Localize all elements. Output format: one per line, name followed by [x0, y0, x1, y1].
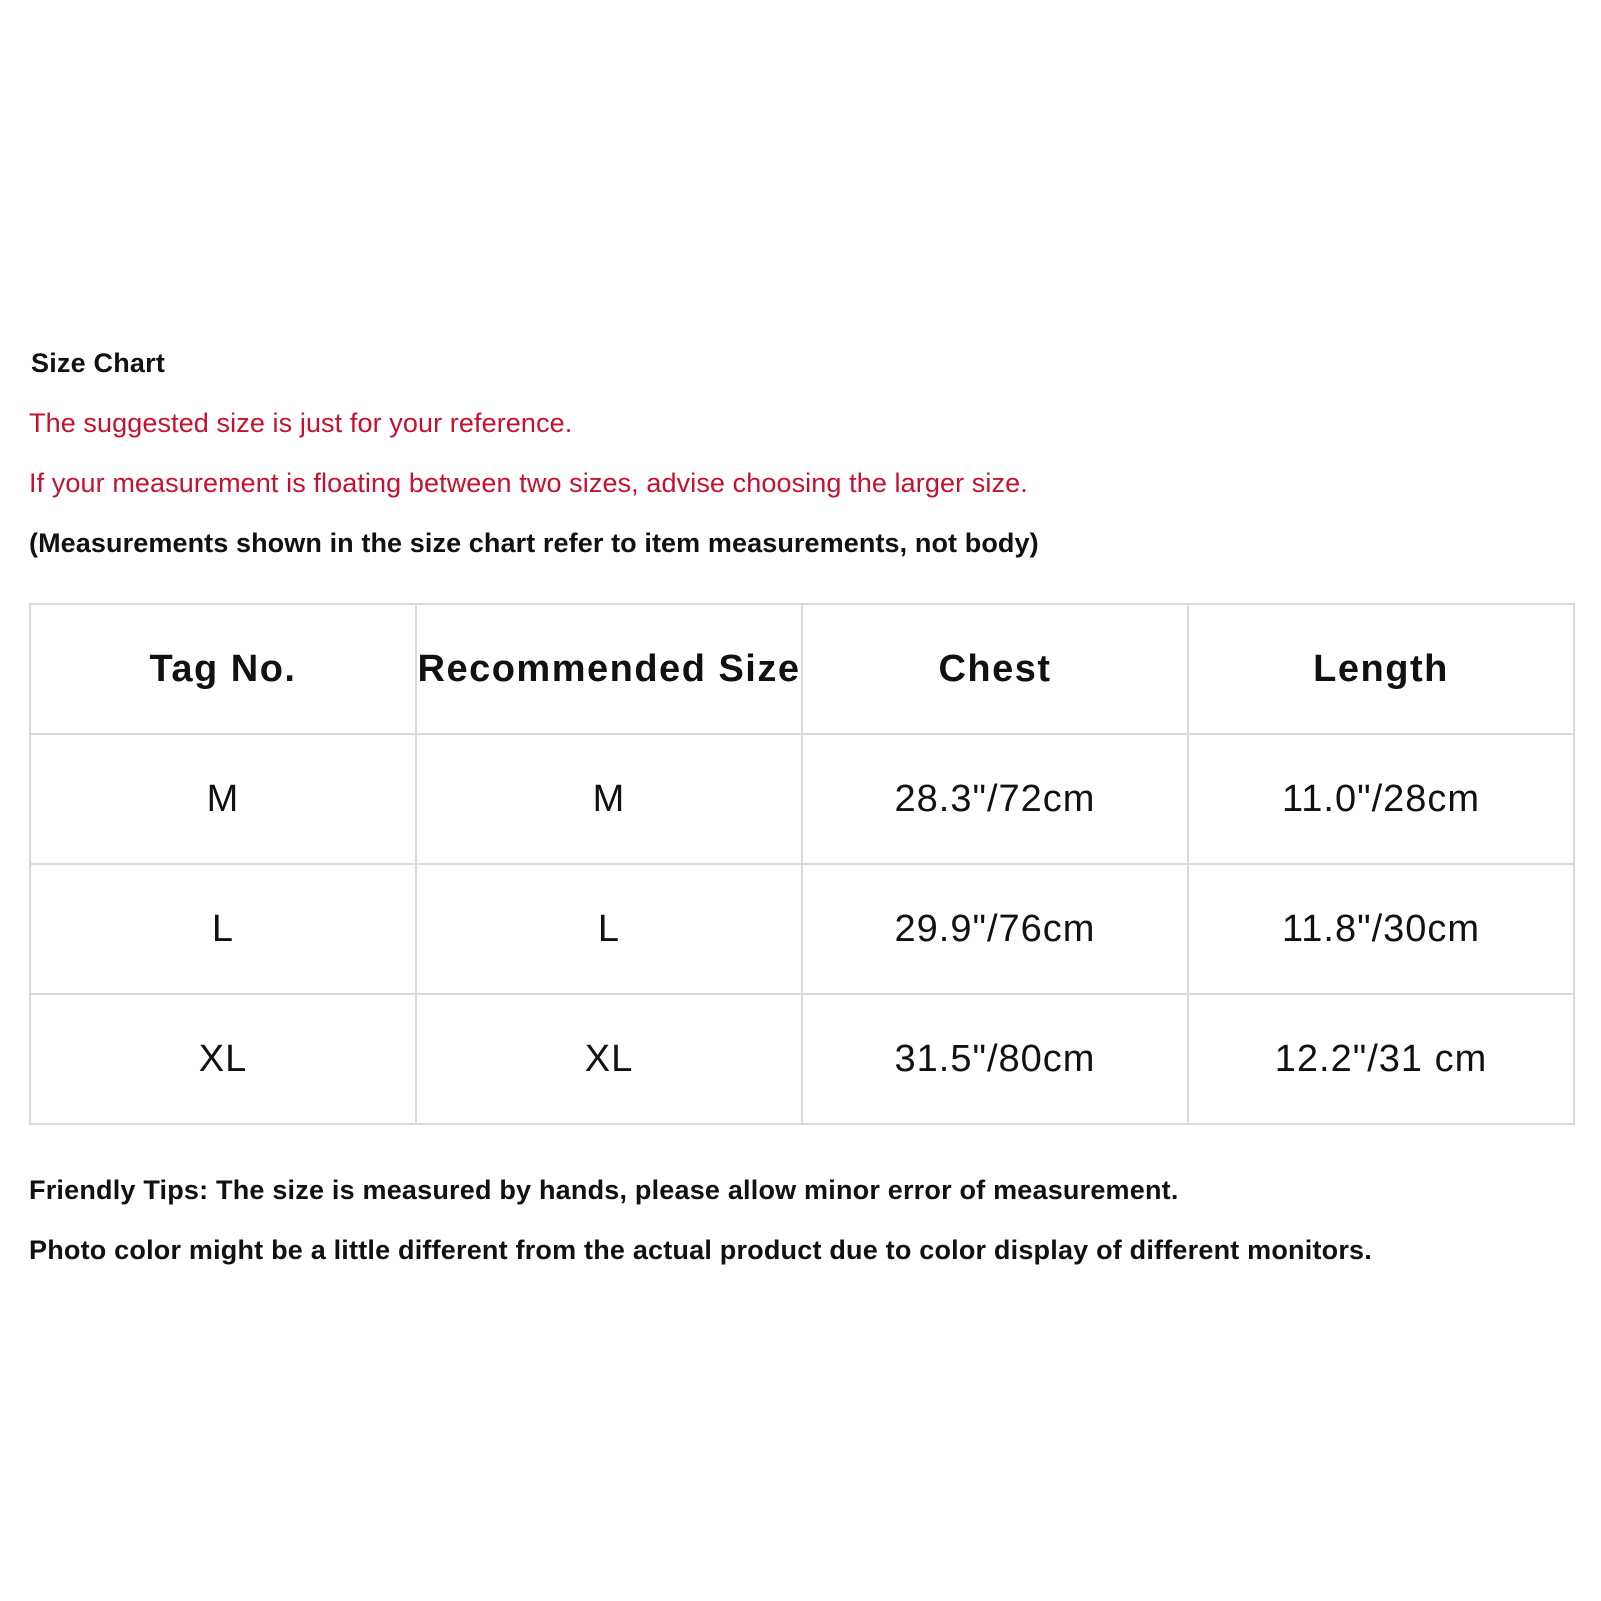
cell-chest: 28.3"/72cm: [802, 734, 1188, 864]
table-row: [30, 994, 1574, 1124]
header-tag-no: Tag No.: [30, 604, 416, 734]
sizing-advice-note: If your measurement is floating between two sizes, advise choosing the larger size.: [29, 468, 1028, 498]
size-table: [29, 603, 1575, 1125]
table-row: [30, 734, 1574, 864]
measurement-note: (Measurements shown in the size chart refer to item measurements, not body): [29, 528, 1039, 558]
page-title: Size Chart: [31, 348, 166, 378]
cell-recommended-size: L: [416, 864, 802, 994]
header-length: Length: [1188, 604, 1574, 734]
reference-note: The suggested size is just for your reference.: [29, 408, 573, 438]
photo-color-tip: Photo color might be a little different from the actual product due to color display of different monitors.: [29, 1235, 1372, 1265]
table-header-row: [30, 604, 1574, 734]
cell-chest: 29.9"/76cm: [802, 864, 1188, 994]
cell-length: 12.2"/31 cm: [1188, 994, 1574, 1124]
cell-tag-no: XL: [30, 994, 416, 1124]
cell-recommended-size: M: [416, 734, 802, 864]
table-row: [30, 864, 1574, 994]
cell-tag-no: L: [30, 864, 416, 994]
friendly-tip: Friendly Tips: The size is measured by hands, please allow minor error of measurement.: [29, 1175, 1179, 1205]
cell-length: 11.0"/28cm: [1188, 734, 1574, 864]
header-recommended-size: Recommended Size: [416, 604, 802, 734]
cell-recommended-size: XL: [416, 994, 802, 1124]
header-chest: Chest: [802, 604, 1188, 734]
cell-length: 11.8"/30cm: [1188, 864, 1574, 994]
cell-tag-no: M: [30, 734, 416, 864]
footer-tips: [29, 1175, 1569, 1295]
cell-chest: 31.5"/80cm: [802, 994, 1188, 1124]
size-chart-header: [29, 348, 1529, 558]
